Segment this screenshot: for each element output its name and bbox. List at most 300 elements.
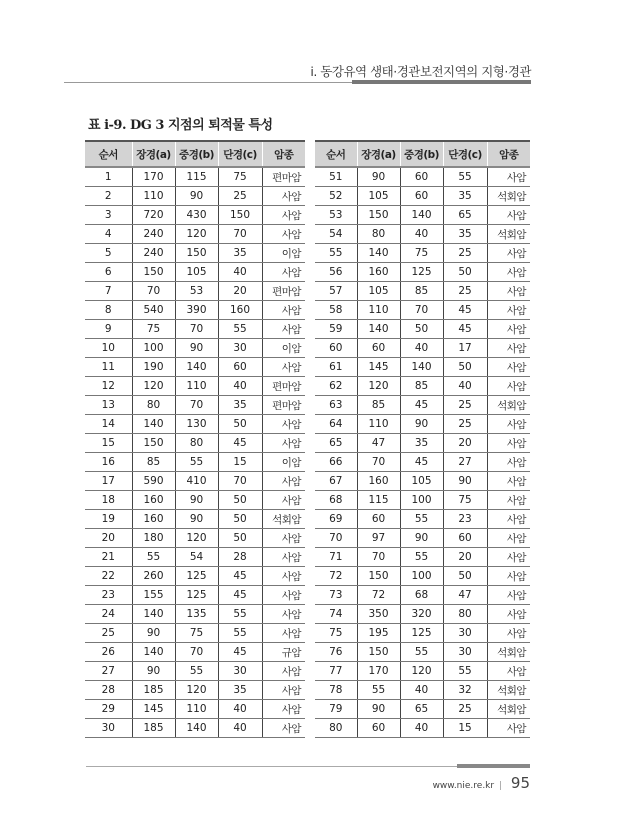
cell-mid-axis: 105 [175,263,218,282]
cell-order: 64 [315,415,357,434]
column-header-long-axis: 장경(a) [132,141,175,167]
cell-mid-axis: 140 [175,719,218,738]
table-row [315,339,530,358]
cell-rock-type: 석회암 [487,643,530,662]
table-row [85,567,305,586]
cell-rock-type: 사암 [487,263,530,282]
cell-rock-type: 사암 [262,415,305,434]
cell-long-axis: 97 [357,529,400,548]
cell-rock-type: 석회암 [487,187,530,206]
page-number: 95 [510,774,530,792]
cell-short-axis: 90 [443,472,487,491]
cell-rock-type: 사암 [487,510,530,529]
cell-short-axis: 30 [218,662,262,681]
cell-long-axis: 150 [357,206,400,225]
cell-rock-type: 사암 [487,206,530,225]
cell-short-axis: 50 [218,415,262,434]
cell-mid-axis: 90 [175,510,218,529]
cell-rock-type: 사암 [487,339,530,358]
cell-long-axis: 90 [132,662,175,681]
cell-order: 1 [85,167,132,187]
table-row [315,320,530,339]
cell-rock-type: 사암 [487,472,530,491]
cell-long-axis: 150 [357,567,400,586]
cell-long-axis: 160 [357,472,400,491]
cell-order: 54 [315,225,357,244]
cell-long-axis: 240 [132,244,175,263]
cell-order: 6 [85,263,132,282]
cell-order: 67 [315,472,357,491]
table-row [85,548,305,567]
cell-rock-type: 사암 [262,719,305,738]
cell-short-axis: 35 [443,187,487,206]
cell-mid-axis: 75 [175,624,218,643]
cell-long-axis: 72 [357,586,400,605]
cell-order: 8 [85,301,132,320]
column-header-order: 순서 [315,141,357,167]
cell-rock-type: 사암 [487,377,530,396]
cell-long-axis: 150 [132,263,175,282]
table-row [85,358,305,377]
column-header-mid-axis: 중경(b) [175,141,218,167]
table-row [315,263,530,282]
cell-order: 78 [315,681,357,700]
cell-rock-type: 사암 [262,662,305,681]
column-header-short-axis: 단경(c) [218,141,262,167]
cell-long-axis: 155 [132,586,175,605]
cell-rock-type: 사암 [487,624,530,643]
cell-order: 77 [315,662,357,681]
table-row [315,358,530,377]
column-header-rock-type: 암종 [262,141,305,167]
cell-mid-axis: 60 [400,187,443,206]
table-row [315,187,530,206]
cell-short-axis: 35 [443,225,487,244]
cell-rock-type: 사암 [262,529,305,548]
cell-order: 66 [315,453,357,472]
footer-rule-accent [457,764,530,768]
table-row [85,624,305,643]
cell-rock-type: 석회암 [487,396,530,415]
table-row [315,719,530,738]
table-row [315,605,530,624]
cell-short-axis: 60 [443,529,487,548]
table-row [85,415,305,434]
cell-rock-type: 사암 [262,605,305,624]
table-row [315,415,530,434]
cell-long-axis: 55 [357,681,400,700]
table-row [85,643,305,662]
table-row [315,643,530,662]
cell-rock-type: 사암 [487,167,530,187]
cell-order: 16 [85,453,132,472]
cell-mid-axis: 80 [175,434,218,453]
cell-short-axis: 55 [443,167,487,187]
table-row [315,700,530,719]
cell-order: 12 [85,377,132,396]
cell-short-axis: 70 [218,225,262,244]
table-row [315,396,530,415]
cell-rock-type: 규암 [262,643,305,662]
cell-short-axis: 20 [443,434,487,453]
cell-short-axis: 35 [218,396,262,415]
cell-rock-type: 석회암 [487,700,530,719]
cell-order: 14 [85,415,132,434]
cell-order: 69 [315,510,357,529]
cell-mid-axis: 125 [400,624,443,643]
cell-short-axis: 45 [443,301,487,320]
cell-mid-axis: 110 [175,700,218,719]
table-row [315,206,530,225]
cell-order: 75 [315,624,357,643]
cell-rock-type: 이암 [262,339,305,358]
cell-order: 2 [85,187,132,206]
table-row [315,167,530,187]
cell-rock-type: 사암 [262,206,305,225]
cell-order: 15 [85,434,132,453]
cell-order: 25 [85,624,132,643]
table-row [315,301,530,320]
running-head: i. 동강유역 생태·경관보전지역의 지형·경관 [310,64,531,79]
cell-short-axis: 40 [218,719,262,738]
cell-short-axis: 55 [218,605,262,624]
column-header-order: 순서 [85,141,132,167]
cell-rock-type: 사암 [487,567,530,586]
cell-mid-axis: 105 [400,472,443,491]
cell-order: 76 [315,643,357,662]
cell-short-axis: 80 [443,605,487,624]
cell-order: 56 [315,263,357,282]
table-row [85,263,305,282]
cell-long-axis: 195 [357,624,400,643]
cell-rock-type: 사암 [262,567,305,586]
cell-mid-axis: 53 [175,282,218,301]
cell-rock-type: 편마암 [262,377,305,396]
cell-long-axis: 70 [132,282,175,301]
cell-mid-axis: 135 [175,605,218,624]
cell-rock-type: 이암 [262,453,305,472]
cell-mid-axis: 410 [175,472,218,491]
cell-short-axis: 40 [218,263,262,282]
cell-order: 4 [85,225,132,244]
cell-long-axis: 160 [357,263,400,282]
cell-rock-type: 사암 [262,263,305,282]
cell-long-axis: 85 [132,453,175,472]
cell-short-axis: 50 [443,263,487,282]
cell-long-axis: 590 [132,472,175,491]
cell-mid-axis: 68 [400,586,443,605]
footer-separator: | [498,781,503,791]
cell-rock-type: 사암 [487,453,530,472]
cell-short-axis: 27 [443,453,487,472]
cell-short-axis: 25 [443,415,487,434]
cell-order: 7 [85,282,132,301]
cell-mid-axis: 40 [400,681,443,700]
cell-rock-type: 사암 [487,719,530,738]
cell-mid-axis: 120 [175,529,218,548]
cell-mid-axis: 430 [175,206,218,225]
cell-mid-axis: 70 [175,643,218,662]
cell-mid-axis: 90 [175,187,218,206]
cell-short-axis: 70 [218,472,262,491]
cell-short-axis: 25 [443,244,487,263]
cell-order: 53 [315,206,357,225]
cell-order: 28 [85,681,132,700]
cell-order: 21 [85,548,132,567]
cell-mid-axis: 390 [175,301,218,320]
cell-mid-axis: 120 [175,225,218,244]
table-row [85,605,305,624]
cell-mid-axis: 50 [400,320,443,339]
cell-mid-axis: 320 [400,605,443,624]
header-rule-accent [352,80,531,84]
table-row [85,472,305,491]
cell-short-axis: 47 [443,586,487,605]
cell-short-axis: 23 [443,510,487,529]
cell-long-axis: 140 [132,643,175,662]
table-row [85,167,305,187]
cell-order: 51 [315,167,357,187]
table-row [85,510,305,529]
cell-long-axis: 140 [357,244,400,263]
cell-short-axis: 65 [443,206,487,225]
cell-order: 11 [85,358,132,377]
cell-mid-axis: 45 [400,453,443,472]
cell-short-axis: 20 [443,548,487,567]
cell-short-axis: 35 [218,244,262,263]
cell-rock-type: 사암 [262,320,305,339]
cell-long-axis: 190 [132,358,175,377]
cell-order: 71 [315,548,357,567]
cell-short-axis: 32 [443,681,487,700]
cell-rock-type: 사암 [262,624,305,643]
cell-long-axis: 145 [132,700,175,719]
cell-short-axis: 50 [443,358,487,377]
cell-mid-axis: 85 [400,377,443,396]
cell-long-axis: 90 [357,167,400,187]
cell-order: 24 [85,605,132,624]
cell-short-axis: 25 [443,282,487,301]
cell-short-axis: 25 [443,700,487,719]
cell-mid-axis: 90 [175,339,218,358]
cell-long-axis: 350 [357,605,400,624]
cell-short-axis: 40 [218,700,262,719]
cell-long-axis: 120 [132,377,175,396]
cell-rock-type: 사암 [262,301,305,320]
cell-short-axis: 30 [443,643,487,662]
cell-mid-axis: 55 [175,453,218,472]
sediment-table-right [315,140,530,738]
cell-order: 29 [85,700,132,719]
cell-long-axis: 240 [132,225,175,244]
cell-long-axis: 150 [357,643,400,662]
cell-long-axis: 110 [357,415,400,434]
cell-order: 30 [85,719,132,738]
cell-order: 9 [85,320,132,339]
cell-short-axis: 40 [443,377,487,396]
cell-short-axis: 45 [218,567,262,586]
cell-short-axis: 75 [218,167,262,187]
cell-rock-type: 사암 [487,415,530,434]
cell-order: 68 [315,491,357,510]
cell-order: 18 [85,491,132,510]
cell-rock-type: 사암 [262,586,305,605]
table-row [315,453,530,472]
column-header-long-axis: 장경(a) [357,141,400,167]
table-row [315,244,530,263]
table-row [315,624,530,643]
cell-short-axis: 15 [218,453,262,472]
cell-short-axis: 25 [443,396,487,415]
column-header-mid-axis: 중경(b) [400,141,443,167]
cell-order: 52 [315,187,357,206]
cell-mid-axis: 110 [175,377,218,396]
cell-long-axis: 90 [132,624,175,643]
table-row [315,548,530,567]
cell-long-axis: 55 [132,548,175,567]
cell-long-axis: 60 [357,719,400,738]
cell-rock-type: 사암 [262,548,305,567]
table-row [315,282,530,301]
cell-rock-type: 사암 [487,586,530,605]
table-row [85,244,305,263]
cell-long-axis: 120 [357,377,400,396]
cell-mid-axis: 115 [175,167,218,187]
cell-long-axis: 105 [357,282,400,301]
table-caption: 표 i-9. DG 3 지점의 퇴적물 특성 [88,118,273,133]
cell-long-axis: 110 [357,301,400,320]
table-row [85,225,305,244]
table-row [85,377,305,396]
table-row [85,320,305,339]
cell-mid-axis: 40 [400,225,443,244]
cell-order: 13 [85,396,132,415]
cell-rock-type: 사암 [487,491,530,510]
cell-rock-type: 사암 [262,681,305,700]
cell-long-axis: 720 [132,206,175,225]
cell-mid-axis: 45 [400,396,443,415]
cell-mid-axis: 90 [400,529,443,548]
cell-mid-axis: 125 [400,263,443,282]
cell-short-axis: 150 [218,206,262,225]
cell-mid-axis: 140 [175,358,218,377]
cell-short-axis: 15 [443,719,487,738]
cell-mid-axis: 40 [400,719,443,738]
cell-mid-axis: 40 [400,339,443,358]
table-row [85,187,305,206]
cell-rock-type: 이암 [262,244,305,263]
cell-rock-type: 사암 [487,548,530,567]
cell-long-axis: 80 [132,396,175,415]
table-row [85,434,305,453]
cell-mid-axis: 54 [175,548,218,567]
cell-long-axis: 140 [132,605,175,624]
cell-short-axis: 50 [218,529,262,548]
cell-rock-type: 사암 [487,320,530,339]
table-row [85,700,305,719]
cell-order: 61 [315,358,357,377]
cell-rock-type: 사암 [487,529,530,548]
cell-rock-type: 사암 [487,434,530,453]
table-row [315,434,530,453]
cell-long-axis: 70 [357,548,400,567]
cell-mid-axis: 130 [175,415,218,434]
cell-order: 23 [85,586,132,605]
cell-short-axis: 28 [218,548,262,567]
cell-mid-axis: 140 [400,358,443,377]
table-row [315,225,530,244]
table-row [315,377,530,396]
table-row [315,662,530,681]
cell-rock-type: 사암 [262,472,305,491]
table-row [315,510,530,529]
column-header-short-axis: 단경(c) [443,141,487,167]
cell-long-axis: 60 [357,339,400,358]
cell-short-axis: 50 [443,567,487,586]
cell-short-axis: 30 [443,624,487,643]
cell-order: 59 [315,320,357,339]
cell-long-axis: 115 [357,491,400,510]
table-row [315,681,530,700]
cell-order: 22 [85,567,132,586]
cell-long-axis: 60 [357,510,400,529]
cell-order: 79 [315,700,357,719]
cell-short-axis: 45 [218,586,262,605]
cell-rock-type: 석회암 [262,510,305,529]
cell-rock-type: 편마암 [262,167,305,187]
cell-rock-type: 사암 [487,282,530,301]
cell-rock-type: 사암 [487,605,530,624]
cell-order: 65 [315,434,357,453]
cell-order: 72 [315,567,357,586]
cell-long-axis: 170 [132,167,175,187]
cell-order: 57 [315,282,357,301]
cell-rock-type: 편마암 [262,396,305,415]
table-row [315,472,530,491]
cell-long-axis: 75 [132,320,175,339]
cell-order: 74 [315,605,357,624]
cell-short-axis: 30 [218,339,262,358]
cell-short-axis: 75 [443,491,487,510]
cell-long-axis: 47 [357,434,400,453]
cell-short-axis: 17 [443,339,487,358]
column-header-rock-type: 암종 [487,141,530,167]
cell-short-axis: 45 [443,320,487,339]
cell-long-axis: 160 [132,510,175,529]
cell-mid-axis: 75 [400,244,443,263]
cell-short-axis: 50 [218,491,262,510]
cell-mid-axis: 140 [400,206,443,225]
cell-short-axis: 25 [218,187,262,206]
table-row [85,529,305,548]
cell-long-axis: 90 [357,700,400,719]
cell-rock-type: 사암 [262,491,305,510]
cell-mid-axis: 65 [400,700,443,719]
cell-rock-type: 사암 [487,358,530,377]
cell-order: 63 [315,396,357,415]
cell-long-axis: 110 [132,187,175,206]
cell-order: 55 [315,244,357,263]
cell-rock-type: 사암 [262,187,305,206]
table-row [85,719,305,738]
cell-rock-type: 사암 [487,244,530,263]
cell-rock-type: 사암 [262,700,305,719]
cell-mid-axis: 100 [400,567,443,586]
cell-short-axis: 160 [218,301,262,320]
table-row [315,586,530,605]
cell-long-axis: 145 [357,358,400,377]
cell-mid-axis: 70 [400,301,443,320]
